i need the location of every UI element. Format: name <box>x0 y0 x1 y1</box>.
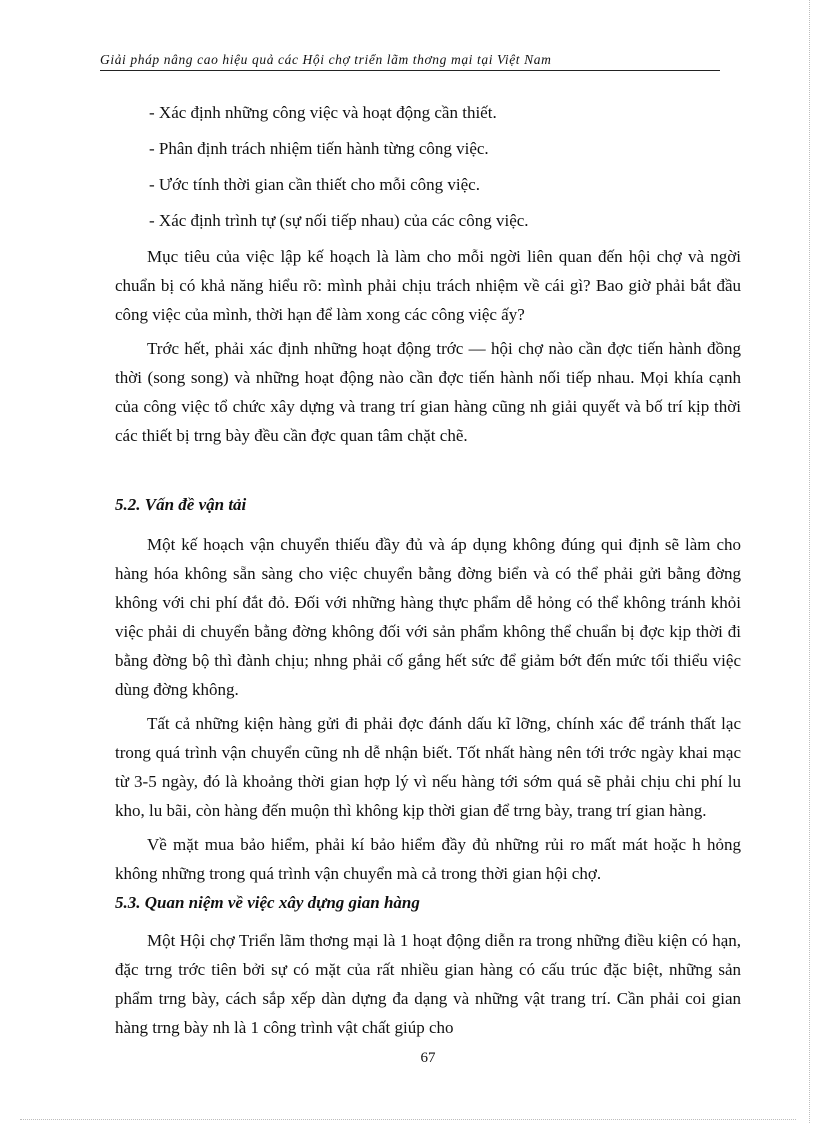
paragraph: Một Hội chợ Triển lãm thơng mại là 1 hoạt động diễn ra trong những điều kiện có hạn, đặc trng trớc tiên bởi sự có mặt của rất nhiều gian hàng có cấu trúc đặc biệt, những sản phẩm trng bày, cách sắp xếp dàn dựng đa dạng và những vật trang trí. Cần phải coi gian hàng trng bày nh là 1 công trình vật chất giúp cho <box>115 931 741 1037</box>
bullet-item: - Xác định những công việc và hoạt động cần thiết. <box>149 103 497 122</box>
section-heading: 5.3. Quan niệm về việc xây dựng gian hàng <box>115 893 420 912</box>
side-divider <box>809 0 810 1123</box>
bullet-item: - Phân định trách nhiệm tiến hành từng công việc. <box>149 139 489 158</box>
running-header <box>100 52 720 71</box>
paragraph: Tất cả những kiện hàng gửi đi phải đợc đánh dấu kĩ lỡng, chính xác để tránh thất lạc trong quá trình vận chuyển cũng nh dễ nhận biết. Tốt nhất hàng nên tới trớc ngày khai mạc từ 3-5 ngày, đó là khoảng thời gian hợp lý vì nếu hàng tới sớm quá sẽ phải chịu chi phí lu kho, lu bãi, còn hàng đến muộn thì không kịp thời gian để trng bày, trang trí gian hàng. <box>115 714 741 820</box>
paragraph: Một kế hoạch vận chuyển thiếu đầy đủ và áp dụng không đúng qui định sẽ làm cho hàng hóa không sẵn sàng cho việc chuyển bằng đờng biển và có thể phải gửi bằng đờng không với chi phí đắt đỏ. Đối với những hàng thực phẩm dễ hỏng có thể không tránh khỏi việc phải di chuyển bằng đờng không đối với sản phẩm không thể chuẩn bị đợc kịp thời đi bằng đờng bộ thì đành chịu; nhng phải cố gắng hết sức để giảm bớt đến mức tối thiểu việc dùng đờng không. <box>115 535 741 699</box>
paragraph: Trớc hết, phải xác định những hoạt động trớc — hội chợ nào cần đợc tiến hành đồng thời (song song) và những hoạt động nào cần đợc tiến hành nối tiếp nhau. Mọi khía cạnh của công việc tổ chức xây dựng và trang trí gian hàng cũng nh giải quyết và bố trí kịp thời các thiết bị trng bày đều cần đợc quan tâm chặt chẽ. <box>115 339 741 445</box>
page-body <box>115 98 741 1042</box>
footer-divider <box>20 1119 796 1120</box>
bullet-item: - Ước tính thời gian cần thiết cho mỗi công việc. <box>149 175 480 194</box>
bullet-list <box>115 98 741 235</box>
bullet-item: - Xác định trình tự (sự nối tiếp nhau) của các công việc. <box>149 211 529 230</box>
running-title: Giải pháp nâng cao hiệu quả các Hội chợ triển lãm thơng mại tại Việt Nam <box>100 52 552 67</box>
page-number: 67 <box>420 1050 436 1066</box>
section-heading: 5.2. Vấn đề vận tải <box>115 495 247 514</box>
paragraph: Về mặt mua bảo hiểm, phải kí bảo hiểm đầy đủ những rủi ro mất mát hoặc h hỏng không những trong quá trình vận chuyển mà cả trong thời gian hội chợ. <box>115 835 741 883</box>
paragraph: Mục tiêu của việc lập kế hoạch là làm cho mỗi ngời liên quan đến hội chợ và ngời chuẩn bị có khả năng hiểu rõ: mình phải chịu trách nhiệm về cái gì? Bao giờ phải bắt đầu công việc của mình, thời hạn để làm xong các công việc ấy? <box>115 247 741 324</box>
